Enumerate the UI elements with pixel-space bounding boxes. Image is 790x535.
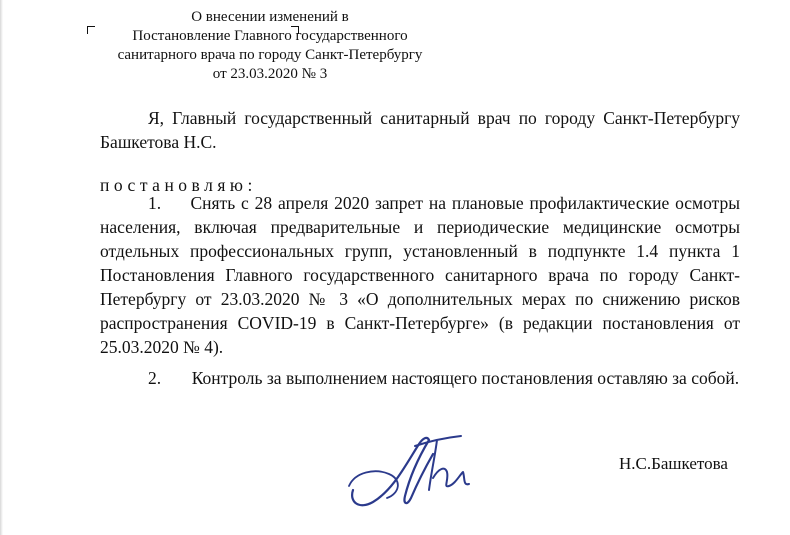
heading-line-1: О внесении изменений в — [191, 9, 349, 25]
intro-paragraph: Я, Главный государственный санитарный врач по городу Санкт-Петербургу Башкетова Н.С. — [100, 108, 740, 152]
clause-2 — [100, 366, 744, 390]
heading-line-2: Постановление Главного государственного — [132, 28, 408, 44]
heading-line-3: санитарного врача по городу Санкт-Петербургу — [117, 47, 423, 63]
clause-1-number: 1. — [148, 193, 162, 213]
resolve-word: постановляю: — [100, 175, 257, 195]
scan-edge-shadow — [0, 0, 3, 535]
signature-stroke-loop — [349, 471, 398, 498]
clause-1 — [100, 191, 740, 359]
document-heading — [100, 8, 440, 84]
signature-stroke-tail — [433, 469, 469, 487]
signer-name: Н.С.Башкетова — [619, 454, 728, 473]
clause-2-number: 2. — [148, 368, 162, 388]
heading-line-4: от 23.03.2020 № 3 — [212, 66, 328, 82]
left-corner-bracket — [87, 26, 95, 34]
handwritten-signature — [345, 428, 475, 513]
clause-1-text: Снять с 28 апреля 2020 запрет на плановые профилактические осмотры населения, включая предварительные и периодические медицинские осмотры отдельных профессиональных групп, установленный в подпункте 1.4 пункта 1 Постановления Главного государственного санитарного врача по городу Санкт-Петербургу от 23.03.2020 № 3 «О дополнительных мерах по снижению рисков распространения COVID-19 в Санкт-Петербурге» (в редакции постановления от 25.03.2020 № 4). — [100, 193, 741, 357]
clause-2-text: Контроль за выполнением настоящего постановления оставляю за собой. — [191, 368, 740, 388]
